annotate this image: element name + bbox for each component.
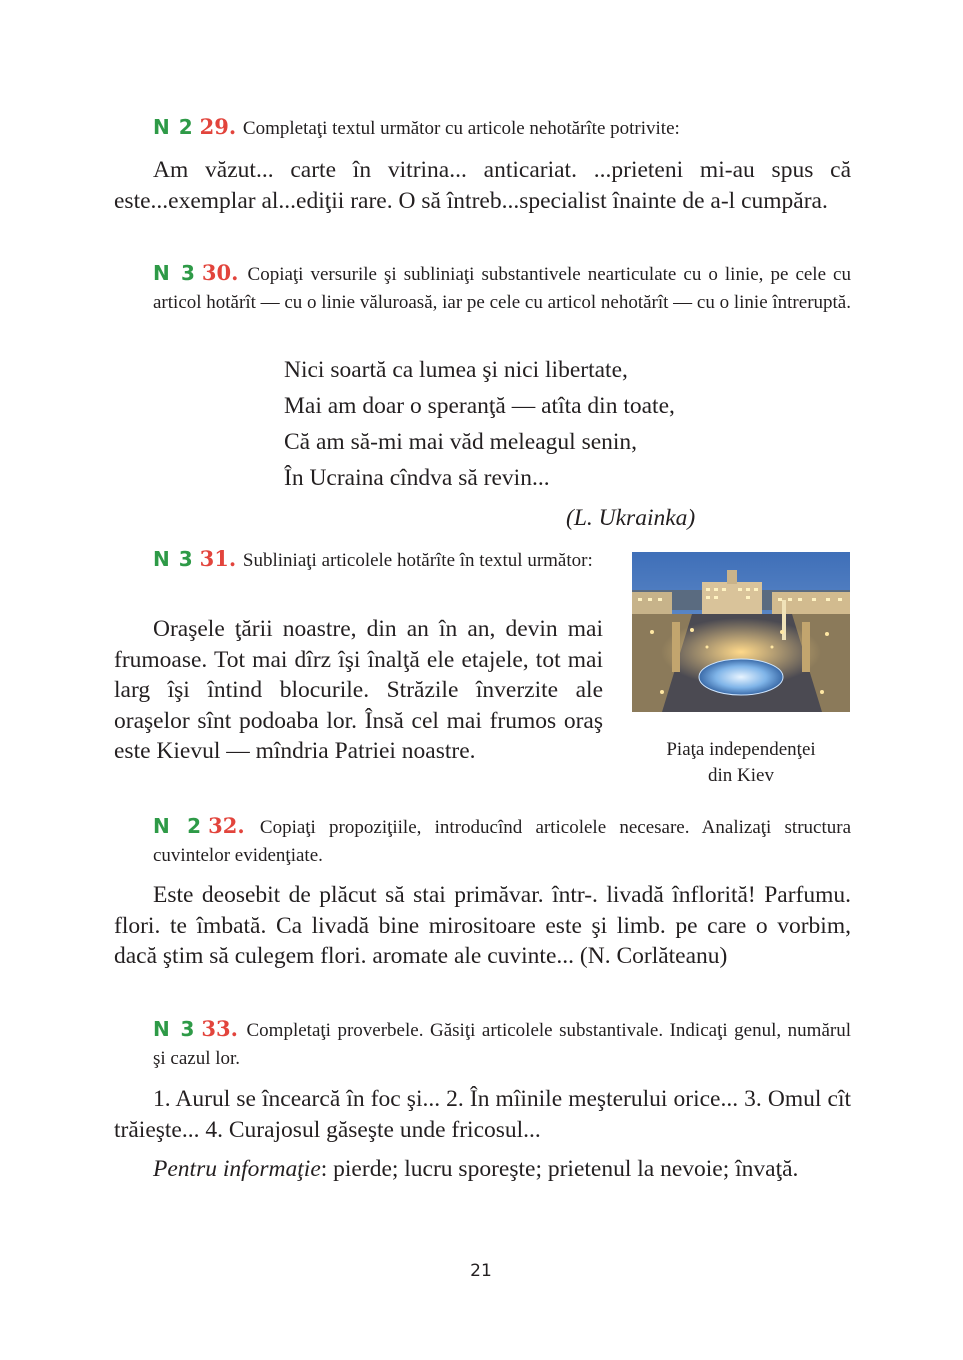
exercise-29-text: Am văzut... carte în vitrina... anticariat. ...prieteni mi-au spus că este...exemplar al...ediţii rare. O să întreb...specialist înainte de a-l cumpăra.: [114, 157, 851, 214]
poem-line: În Ucraina cîndva să revin...: [284, 465, 550, 491]
poem-line: Mai am doar o speranţă — atîta din toate,: [284, 393, 675, 419]
info-label: Pentru informaţie: [153, 1156, 321, 1182]
exercise-instruction: Copiaţi versurile şi subliniaţi substantivele nearticulate cu o linie, pe cele cu articol hotărît — cu o linie văluroasă, iar pe cele cu articol nehotărît — cu o linie întreruptă.: [153, 264, 851, 313]
exercise-33-text: 1. Aurul se încearcă în foc şi... 2. În mîinile meşterului orice... 3. Omul cît trăieşte... 4. Curajosul găseşte unde fricosul...: [114, 1086, 851, 1143]
page-number: 21: [470, 1261, 492, 1281]
exercise-32-text: Este deosebit de plăcut să stai primăvar. într-. livadă înflorită! Parfumu. flori. te îmbată. Ca livadă bine mirositoare este şi limb. pe care o vorbim, dacă ştim să culegem flori. aromate ale cuvinte... (N. Corlăteanu): [114, 882, 851, 969]
exercise-instruction: Copiaţi propoziţiile, introducînd articolele necesare. Analizaţi structura cuvintelor evidenţiate.: [153, 817, 852, 866]
caption-line: din Kiev: [708, 765, 774, 786]
exercise-number: 32.: [208, 813, 245, 838]
exercise-number: 30.: [201, 260, 239, 285]
info-text: : pierde; lucru sporeşte; prietenul la nevoie; învaţă.: [320, 1156, 799, 1182]
exercise-33-info: [114, 1154, 851, 1185]
exercise-32-heading: [153, 812, 851, 870]
exercise-number: 29.: [199, 114, 237, 139]
exercise-instruction: Subliniaţi articolele hotărîte în textul următor:: [242, 550, 593, 571]
poem: [284, 352, 675, 496]
photo-caption: [632, 737, 850, 789]
level-tag: N 3: [153, 261, 196, 285]
kiev-square-photo: [632, 552, 850, 712]
poem-line: Nici soartă ca lumea şi nici libertate,: [284, 357, 628, 383]
level-tag: N 3: [153, 1017, 196, 1041]
exercise-31-heading: [153, 545, 603, 575]
poem-author: (L. Ukrainka): [566, 505, 696, 531]
poem-line: Că am să-mi mai văd meleagul senin,: [284, 429, 638, 455]
level-tag: N 2: [153, 814, 203, 838]
exercise-33-heading: [153, 1015, 851, 1073]
level-tag: N 2: [153, 115, 194, 139]
exercise-instruction: Completaţi proverbele. Găsiţi articolele substantivale. Indicaţi genul, numărul şi cazul lor.: [153, 1020, 851, 1069]
exercise-31-text: Oraşele ţării noastre, din an în an, devin mai frumoase. Tot mai dîrz îşi înalţă ele etajele, tot mai larg îşi întind blocurile. Străzile înverzite ale oraşelor sînt podoaba lor. Însă cel mai frumos oraş este Kievul — mîndria Patriei noastre.: [114, 616, 603, 764]
exercise-29-heading: [153, 113, 851, 143]
caption-line: Piaţa independenţei: [666, 739, 816, 760]
exercise-instruction: Completaţi textul următor cu articole nehotărîte potrivite:: [242, 118, 680, 139]
exercise-number: 31.: [199, 546, 237, 571]
level-tag: N 3: [153, 547, 194, 571]
exercise-30-heading: [153, 259, 851, 317]
exercise-number: 33.: [201, 1016, 238, 1041]
